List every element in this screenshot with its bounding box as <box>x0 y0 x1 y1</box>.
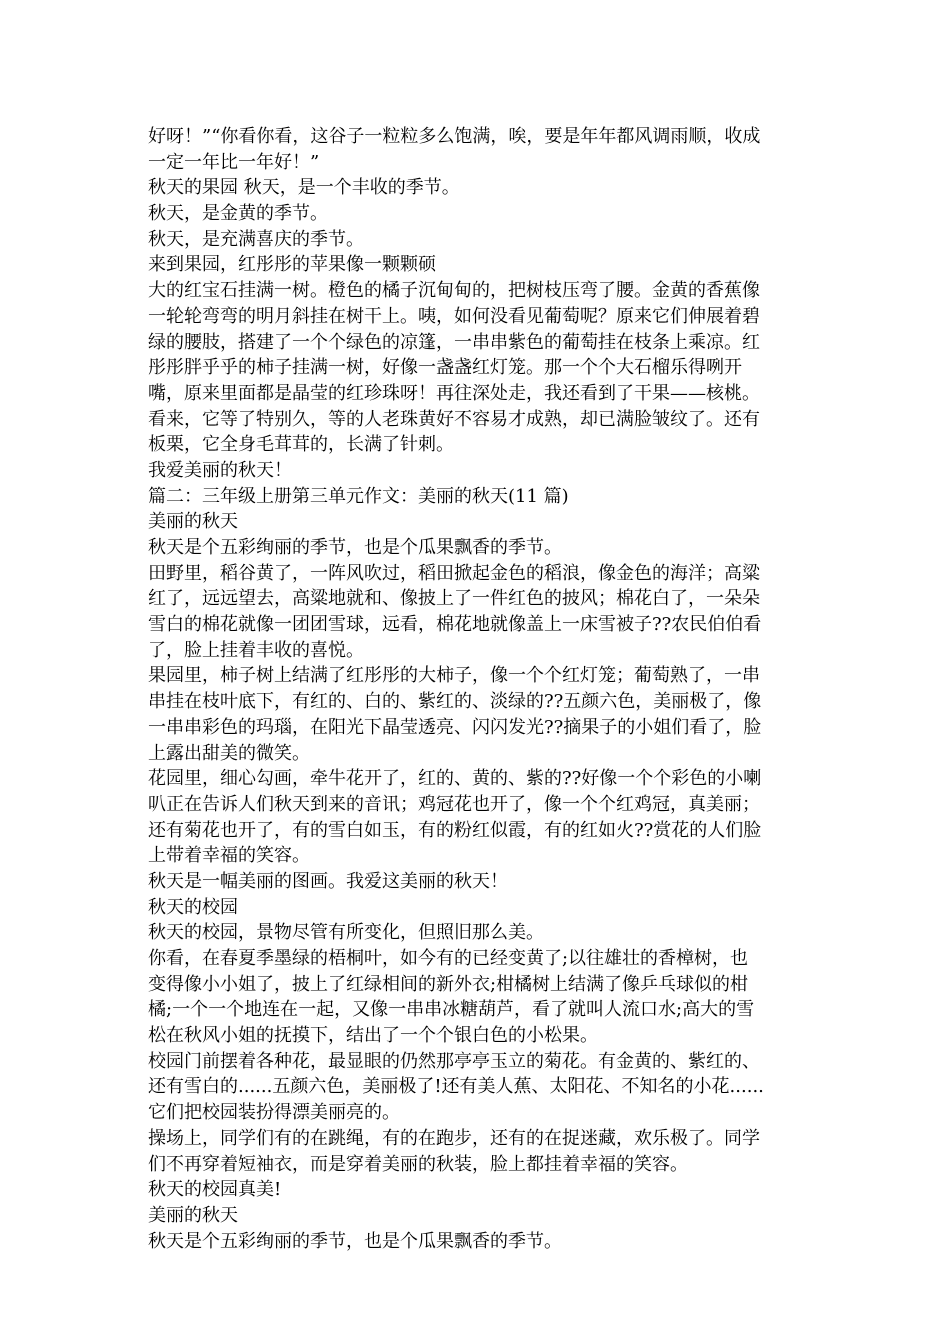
text-line: 们不再穿着短袖衣，而是穿着美丽的秋装，脸上都挂着幸福的笑容。 <box>148 1153 688 1175</box>
text-line: 秋天，是金黄的季节。 <box>148 203 328 225</box>
text-line: 田野里，稻谷黄了，一阵风吹过，稻田掀起金色的稻浪，像金色的海洋；高粱 <box>148 562 760 584</box>
text-line: 串挂在枝叶底下，有红的、白的、紫红的、淡绿的??五颜六色，美丽极了，像 <box>148 691 762 713</box>
essay-title: 美丽的秋天 <box>148 511 238 533</box>
text-line: 松在秋风小姐的抚摸下，结出了一个个银白色的小松果。 <box>148 1025 598 1047</box>
text-line: 秋天是个五彩绚丽的季节，也是个瓜果飘香的季节。 <box>148 1230 562 1252</box>
text-line: 叭正在告诉人们秋天到来的音讯；鸡冠花也开了，像一个个红鸡冠，真美丽； <box>148 793 760 815</box>
text-line: 秋天的校园，景物尽管有所变化，但照旧那么美。 <box>148 922 544 944</box>
text-line: 花园里，细心勾画，牵牛花开了，红的、黄的、紫的??好像一个个彩色的小喇 <box>148 768 762 790</box>
text-line: 一定一年比一年好！” <box>148 151 320 173</box>
text-line: 变得像小小姐了，披上了红绿相间的新外衣;柑橘树上结满了像乒乓球似的柑 <box>148 973 749 995</box>
text-line: 一轮轮弯弯的明月斜挂在树干上。咦，如何没看见葡萄呢？原来它们伸展着碧 <box>148 305 760 327</box>
text-line: 秋天是一幅美丽的图画。我爱这美丽的秋天！ <box>148 870 508 892</box>
text-line: 彤彤胖乎乎的柿子挂满一树，好像一盏盏红灯笼。那一个个大石榴乐得咧开 <box>148 357 742 379</box>
text-line: 我爱美丽的秋天！ <box>148 459 292 481</box>
section-heading: 篇二：三年级上册第三单元作文：美丽的秋天(11 篇) <box>148 485 569 507</box>
text-line: 来到果园，红彤彤的苹果像一颗颗硕 <box>148 254 436 276</box>
text-line: 看来，它等了特别久，等的人老珠黄好不容易才成熟，却已满脸皱纹了。还有 <box>148 408 760 430</box>
essay-title: 美丽的秋天 <box>148 1204 238 1226</box>
document-body <box>148 124 808 1254</box>
text-line: 板栗，它全身毛茸茸的，长满了针刺。 <box>148 434 454 456</box>
text-line: 果园里，柿子树上结满了红彤彤的大柿子，像一个个红灯笼；葡萄熟了，一串 <box>148 665 760 687</box>
text-line: 秋天的校园真美! <box>148 1179 282 1201</box>
text-line: 操场上，同学们有的在跳绳，有的在跑步，还有的在捉迷藏，欢乐极了。同学 <box>148 1127 760 1149</box>
text-line: 你看，在春夏季墨绿的梧桐叶，如今有的已经变黄了;以往雄壮的香樟树，也 <box>148 948 749 969</box>
text-line: 好呀！”“你看你看，这谷子一粒粒多么饱满，唉，要是年年都风调雨顺，收成 <box>148 126 761 147</box>
text-line: 红了，远远望去，高粱地就和、像披上了一件红色的披风；棉花白了，一朵朵 <box>148 588 760 610</box>
text-line: 了，脸上挂着丰收的喜悦。 <box>148 639 364 661</box>
text-line: 一串串彩色的玛瑙，在阳光下晶莹透亮、闪闪发光??摘果子的小姐们看了，脸 <box>148 716 762 738</box>
text-line: 还有雪白的......五颜六色，美丽极了!还有美人蕉、太阳花、不知名的小花...... <box>148 1076 764 1098</box>
text-line: 大的红宝石挂满一树。橙色的橘子沉甸甸的，把树枝压弯了腰。金黄的香蕉像 <box>148 280 760 302</box>
text-line: 绿的腰肢，搭建了一个个绿色的凉篷，一串串紫色的葡萄挂在枝条上乘凉。红 <box>148 331 760 353</box>
essay-title: 秋天的校园 <box>148 896 238 918</box>
text-line: 秋天的果园 秋天，是一个丰收的季节。 <box>148 177 460 199</box>
text-line: 雪白的棉花就像一团团雪球，远看，棉花地就像盖上一床雪被子??农民伯伯看 <box>148 614 762 636</box>
text-line: 它们把校园装扮得漂美丽亮的。 <box>148 1102 400 1124</box>
text-line: 橘;一个一个地连在一起，又像一串串冰糖葫芦，看了就叫人流口水;高大的雪 <box>148 999 755 1021</box>
text-line: 上带着幸福的笑容。 <box>148 845 310 867</box>
text-line: 秋天是个五彩绚丽的季节，也是个瓜果飘香的季节。 <box>148 537 562 558</box>
text-line: 还有菊花也开了，有的雪白如玉，有的粉红似霞，有的红如火??赏花的人们脸 <box>148 819 762 841</box>
text-line: 嘴，原来里面都是晶莹的红珍珠呀！再往深处走，我还看到了干果——核桃。 <box>148 382 760 404</box>
text-line: 校园门前摆着各种花，最显眼的仍然那亭亭玉立的菊花。有金黄的、紫红的、 <box>148 1050 760 1072</box>
text-line: 秋天，是充满喜庆的季节。 <box>148 228 364 250</box>
text-line: 上露出甜美的微笑。 <box>148 742 310 764</box>
